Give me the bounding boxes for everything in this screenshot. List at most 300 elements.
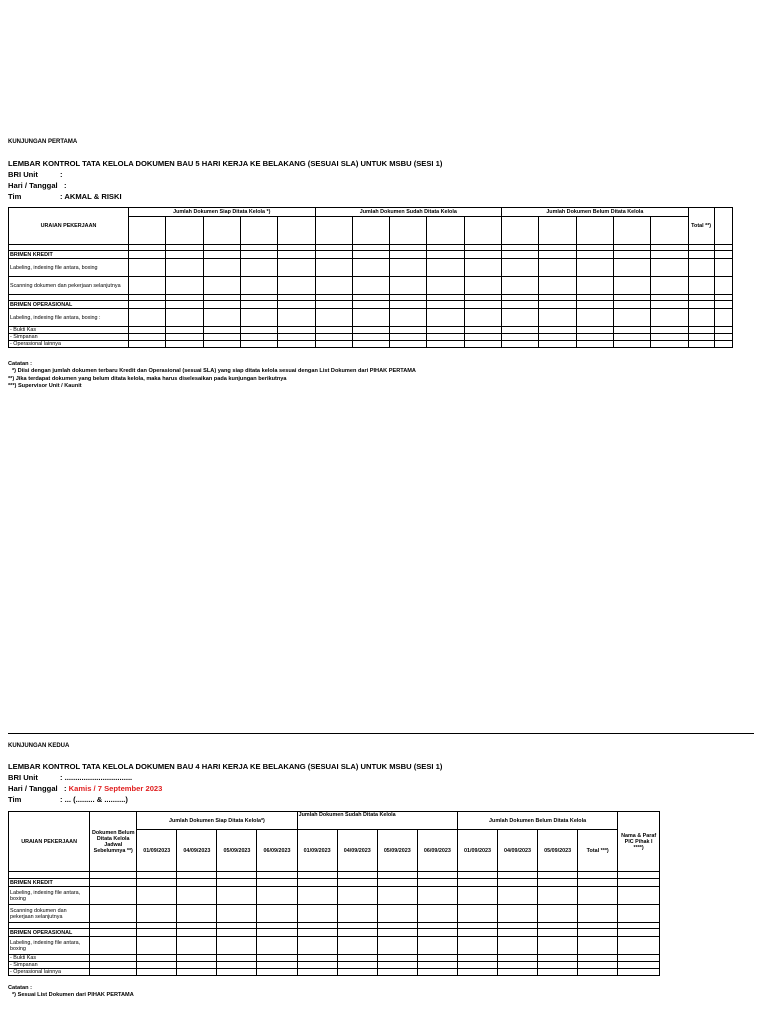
data-cell[interactable] — [390, 309, 427, 327]
data-cell[interactable] — [502, 341, 539, 348]
table-row — [9, 929, 660, 937]
table-row — [9, 879, 660, 887]
data-cell[interactable] — [578, 929, 618, 937]
data-cell[interactable] — [613, 341, 650, 348]
subheader-cell — [613, 217, 650, 245]
data-cell[interactable] — [203, 259, 240, 277]
data-cell[interactable] — [417, 879, 457, 887]
data-cell[interactable] — [315, 309, 352, 327]
data-cell[interactable] — [618, 872, 660, 879]
date-header: 01/09/2023 — [297, 830, 337, 872]
data-cell[interactable] — [217, 969, 257, 976]
data-cell[interactable] — [166, 259, 203, 277]
data-cell[interactable] — [427, 327, 464, 334]
data-cell[interactable] — [297, 872, 337, 879]
data-cell[interactable] — [578, 962, 618, 969]
data-cell[interactable] — [427, 277, 464, 295]
data-cell[interactable] — [578, 872, 618, 879]
data-cell[interactable] — [90, 969, 137, 976]
data-cell[interactable] — [464, 301, 501, 309]
data-cell[interactable] — [166, 301, 203, 309]
data-cell[interactable] — [377, 962, 417, 969]
data-cell[interactable] — [538, 887, 578, 905]
data-cell[interactable] — [278, 259, 315, 277]
data-cell[interactable] — [377, 929, 417, 937]
data-cell[interactable] — [177, 887, 217, 905]
data-cell[interactable] — [217, 887, 257, 905]
data-cell[interactable] — [618, 905, 660, 923]
data-cell[interactable] — [297, 937, 337, 955]
field-value[interactable]: ... (......... & ..........) — [64, 795, 128, 804]
data-cell[interactable] — [457, 879, 497, 887]
data-cell[interactable] — [613, 327, 650, 334]
data-cell[interactable] — [417, 955, 457, 962]
data-cell[interactable] — [337, 879, 377, 887]
data-cell[interactable] — [538, 879, 578, 887]
date-header: 06/09/2023 — [257, 830, 297, 872]
section-divider — [8, 733, 754, 734]
data-cell[interactable] — [203, 334, 240, 341]
data-cell[interactable] — [377, 879, 417, 887]
data-cell[interactable] — [417, 872, 457, 879]
data-cell[interactable] — [257, 879, 297, 887]
data-cell[interactable] — [257, 955, 297, 962]
data-cell[interactable] — [129, 251, 166, 259]
data-cell[interactable] — [502, 259, 539, 277]
data-cell[interactable] — [177, 905, 217, 923]
data-cell[interactable] — [217, 879, 257, 887]
data-cell[interactable] — [217, 962, 257, 969]
data-cell[interactable] — [315, 327, 352, 334]
subheader-cell — [539, 217, 576, 245]
data-cell[interactable] — [90, 937, 137, 955]
row-label — [9, 872, 90, 879]
data-cell[interactable] — [427, 259, 464, 277]
data-cell[interactable] — [390, 327, 427, 334]
data-cell[interactable] — [502, 277, 539, 295]
data-cell[interactable] — [390, 301, 427, 309]
data-cell[interactable] — [390, 334, 427, 341]
data-cell[interactable] — [177, 937, 217, 955]
data-cell[interactable] — [240, 301, 277, 309]
data-cell[interactable] — [257, 962, 297, 969]
data-cell[interactable] — [538, 872, 578, 879]
data-cell[interactable] — [137, 955, 177, 962]
data-cell[interactable] — [651, 334, 688, 341]
data-cell[interactable] — [618, 937, 660, 955]
data-cell[interactable] — [539, 334, 576, 341]
data-cell[interactable] — [240, 334, 277, 341]
data-cell[interactable] — [714, 251, 732, 259]
data-cell[interactable] — [502, 301, 539, 309]
data-cell[interactable] — [651, 327, 688, 334]
data-cell[interactable] — [417, 937, 457, 955]
data-cell[interactable] — [498, 937, 538, 955]
subheader-cell — [651, 217, 688, 245]
row-label: BRIMEN OPERASIONAL — [9, 929, 90, 937]
data-cell[interactable] — [137, 937, 177, 955]
data-cell[interactable] — [578, 887, 618, 905]
data-cell[interactable] — [352, 251, 389, 259]
data-cell[interactable] — [498, 969, 538, 976]
data-cell[interactable] — [578, 955, 618, 962]
data-cell[interactable] — [297, 905, 337, 923]
table-row — [9, 937, 660, 955]
data-cell[interactable] — [576, 327, 613, 334]
data-cell[interactable] — [217, 872, 257, 879]
data-cell[interactable] — [464, 251, 501, 259]
data-cell[interactable] — [137, 962, 177, 969]
data-cell[interactable] — [538, 929, 578, 937]
data-cell[interactable] — [203, 341, 240, 348]
data-cell[interactable] — [714, 341, 732, 348]
data-cell[interactable] — [464, 309, 501, 327]
data-cell[interactable] — [613, 301, 650, 309]
data-cell[interactable] — [257, 937, 297, 955]
field-value[interactable]: AKMAL & RISKI — [64, 192, 122, 201]
data-cell[interactable] — [576, 251, 613, 259]
field-team: Tim : AKMAL & RISKI — [8, 192, 122, 201]
data-cell[interactable] — [464, 327, 501, 334]
data-cell[interactable] — [377, 872, 417, 879]
data-cell[interactable] — [539, 341, 576, 348]
data-cell[interactable] — [90, 962, 137, 969]
data-cell[interactable] — [337, 962, 377, 969]
data-cell[interactable] — [137, 905, 177, 923]
col-paraf-header: Nama & Paraf PIC Pihak I ****) — [618, 812, 660, 872]
data-cell[interactable] — [464, 277, 501, 295]
data-cell[interactable] — [203, 277, 240, 295]
data-cell[interactable] — [257, 872, 297, 879]
data-cell[interactable] — [714, 259, 732, 277]
subheader-cell — [427, 217, 464, 245]
data-cell[interactable] — [257, 905, 297, 923]
form-title: LEMBAR KONTROL TATA KELOLA DOKUMEN BAU 5 HARI KERJA KE BELAKANG (SESUAI SLA) UNTUK MSBU (SESI 1) — [8, 159, 443, 168]
field-value[interactable]: Kamis / 7 September 2023 — [68, 784, 163, 793]
data-cell[interactable] — [688, 251, 714, 259]
data-cell[interactable] — [498, 872, 538, 879]
data-cell[interactable] — [539, 259, 576, 277]
data-cell[interactable] — [498, 879, 538, 887]
data-cell[interactable] — [90, 887, 137, 905]
data-cell[interactable] — [337, 955, 377, 962]
data-cell[interactable] — [618, 887, 660, 905]
data-cell[interactable] — [427, 334, 464, 341]
data-cell[interactable] — [137, 872, 177, 879]
data-cell[interactable] — [217, 905, 257, 923]
data-cell[interactable] — [257, 929, 297, 937]
data-cell[interactable] — [257, 969, 297, 976]
data-cell[interactable] — [688, 334, 714, 341]
data-cell[interactable] — [464, 259, 501, 277]
table-row — [9, 251, 733, 259]
data-cell[interactable] — [390, 277, 427, 295]
data-cell[interactable] — [618, 955, 660, 962]
data-cell[interactable] — [502, 327, 539, 334]
data-cell[interactable] — [538, 962, 578, 969]
data-cell[interactable] — [498, 962, 538, 969]
data-cell[interactable] — [539, 301, 576, 309]
data-cell[interactable] — [651, 251, 688, 259]
data-cell[interactable] — [651, 301, 688, 309]
data-cell[interactable] — [538, 937, 578, 955]
data-cell[interactable] — [278, 309, 315, 327]
date-header: 04/09/2023 — [498, 830, 538, 872]
total-header: Total ***) — [578, 830, 618, 872]
row-label: Scanning dokumen dan pekerjaan selanjutnya — [9, 905, 90, 923]
data-cell[interactable] — [618, 969, 660, 976]
row-label: - Simpanan — [9, 334, 129, 341]
data-cell[interactable] — [240, 327, 277, 334]
data-cell[interactable] — [457, 937, 497, 955]
data-cell[interactable] — [464, 341, 501, 348]
data-cell[interactable] — [166, 309, 203, 327]
data-cell[interactable] — [166, 277, 203, 295]
data-cell[interactable] — [377, 887, 417, 905]
data-cell[interactable] — [297, 969, 337, 976]
data-cell[interactable] — [177, 955, 217, 962]
data-cell[interactable] — [417, 905, 457, 923]
data-cell[interactable] — [203, 301, 240, 309]
data-cell[interactable] — [315, 259, 352, 277]
data-cell[interactable] — [137, 887, 177, 905]
data-cell[interactable] — [278, 334, 315, 341]
data-cell[interactable] — [498, 929, 538, 937]
data-cell[interactable] — [337, 905, 377, 923]
data-cell[interactable] — [278, 251, 315, 259]
data-cell[interactable] — [137, 969, 177, 976]
data-cell[interactable] — [297, 887, 337, 905]
data-cell[interactable] — [578, 879, 618, 887]
data-cell[interactable] — [427, 341, 464, 348]
field-value[interactable]: ................................ — [64, 773, 133, 782]
data-cell[interactable] — [377, 905, 417, 923]
data-cell[interactable] — [618, 929, 660, 937]
data-cell[interactable] — [315, 277, 352, 295]
data-cell[interactable] — [576, 277, 613, 295]
data-cell[interactable] — [315, 334, 352, 341]
data-cell[interactable] — [613, 259, 650, 277]
data-cell[interactable] — [688, 341, 714, 348]
data-cell[interactable] — [502, 334, 539, 341]
data-cell[interactable] — [315, 251, 352, 259]
data-cell[interactable] — [217, 929, 257, 937]
data-cell[interactable] — [129, 277, 166, 295]
data-cell[interactable] — [464, 334, 501, 341]
data-cell[interactable] — [257, 887, 297, 905]
data-cell[interactable] — [576, 334, 613, 341]
data-cell[interactable] — [352, 327, 389, 334]
data-cell[interactable] — [539, 251, 576, 259]
data-cell[interactable] — [217, 937, 257, 955]
col-uraian-header: URAIAN PEKERJAAN — [9, 208, 129, 245]
notes — [8, 361, 760, 391]
data-cell[interactable] — [457, 887, 497, 905]
data-cell[interactable] — [137, 929, 177, 937]
data-cell[interactable] — [651, 341, 688, 348]
data-cell[interactable] — [129, 301, 166, 309]
data-cell[interactable] — [539, 277, 576, 295]
data-cell[interactable] — [240, 251, 277, 259]
data-cell[interactable] — [502, 309, 539, 327]
data-cell[interactable] — [651, 277, 688, 295]
data-cell[interactable] — [177, 872, 217, 879]
data-cell[interactable] — [352, 259, 389, 277]
data-cell[interactable] — [203, 309, 240, 327]
data-cell[interactable] — [129, 327, 166, 334]
data-cell[interactable] — [90, 872, 137, 879]
data-cell[interactable] — [539, 309, 576, 327]
data-cell[interactable] — [539, 327, 576, 334]
data-cell[interactable] — [688, 277, 714, 295]
data-cell[interactable] — [217, 955, 257, 962]
data-cell[interactable] — [278, 341, 315, 348]
data-cell[interactable] — [297, 929, 337, 937]
data-cell[interactable] — [618, 962, 660, 969]
data-cell[interactable] — [457, 962, 497, 969]
date-header: 05/09/2023 — [538, 830, 578, 872]
data-cell[interactable] — [613, 334, 650, 341]
data-cell[interactable] — [203, 251, 240, 259]
data-cell[interactable] — [618, 879, 660, 887]
data-cell[interactable] — [177, 962, 217, 969]
data-cell[interactable] — [651, 259, 688, 277]
table-row — [9, 301, 733, 309]
data-cell[interactable] — [352, 309, 389, 327]
data-cell[interactable] — [337, 969, 377, 976]
data-cell[interactable] — [538, 905, 578, 923]
data-cell[interactable] — [576, 341, 613, 348]
data-cell[interactable] — [278, 327, 315, 334]
data-cell[interactable] — [337, 937, 377, 955]
data-cell[interactable] — [578, 905, 618, 923]
data-cell[interactable] — [613, 277, 650, 295]
note-item: **) Jika terdapat dokumen yang belum ditata kelola, maka harus diselesaikan pada kunjungan berikutnya — [8, 375, 287, 382]
data-cell[interactable] — [129, 259, 166, 277]
data-cell[interactable] — [377, 969, 417, 976]
data-cell[interactable] — [377, 955, 417, 962]
data-cell[interactable] — [129, 309, 166, 327]
data-cell[interactable] — [240, 341, 277, 348]
data-cell[interactable] — [129, 341, 166, 348]
row-label: - Operasional lainnya — [9, 969, 90, 976]
data-cell[interactable] — [377, 937, 417, 955]
data-cell[interactable] — [457, 969, 497, 976]
data-cell[interactable] — [90, 905, 137, 923]
data-cell[interactable] — [714, 301, 732, 309]
data-cell[interactable] — [315, 301, 352, 309]
data-cell[interactable] — [177, 879, 217, 887]
data-cell[interactable] — [240, 309, 277, 327]
table-row — [9, 955, 660, 962]
data-cell[interactable] — [337, 929, 377, 937]
data-cell[interactable] — [651, 309, 688, 327]
notes — [8, 985, 760, 1000]
data-cell[interactable] — [315, 341, 352, 348]
data-cell[interactable] — [352, 334, 389, 341]
data-cell[interactable] — [297, 879, 337, 887]
data-cell[interactable] — [576, 309, 613, 327]
data-cell[interactable] — [576, 301, 613, 309]
notes-title: Catatan : — [8, 361, 32, 367]
data-cell[interactable] — [177, 969, 217, 976]
field-bri-unit: BRI Unit : ................................ — [8, 773, 133, 782]
data-cell[interactable] — [578, 969, 618, 976]
data-cell[interactable] — [457, 905, 497, 923]
data-cell[interactable] — [352, 301, 389, 309]
data-cell[interactable] — [166, 341, 203, 348]
data-cell[interactable] — [714, 309, 732, 327]
data-cell[interactable] — [498, 905, 538, 923]
data-cell[interactable] — [688, 301, 714, 309]
data-cell[interactable] — [688, 309, 714, 327]
data-cell[interactable] — [688, 327, 714, 334]
data-cell[interactable] — [166, 334, 203, 341]
data-cell[interactable] — [352, 277, 389, 295]
data-cell[interactable] — [576, 259, 613, 277]
data-cell[interactable] — [427, 301, 464, 309]
data-cell[interactable] — [278, 301, 315, 309]
data-cell[interactable] — [498, 887, 538, 905]
data-cell[interactable] — [240, 259, 277, 277]
data-cell[interactable] — [297, 962, 337, 969]
data-cell[interactable] — [538, 955, 578, 962]
data-cell[interactable] — [417, 962, 457, 969]
data-cell[interactable] — [90, 879, 137, 887]
data-cell[interactable] — [613, 251, 650, 259]
data-cell[interactable] — [417, 969, 457, 976]
data-cell[interactable] — [177, 929, 217, 937]
data-cell[interactable] — [502, 251, 539, 259]
data-cell[interactable] — [457, 955, 497, 962]
data-cell[interactable] — [417, 929, 457, 937]
data-cell[interactable] — [390, 259, 427, 277]
data-cell[interactable] — [427, 251, 464, 259]
data-cell[interactable] — [90, 955, 137, 962]
data-cell[interactable] — [714, 334, 732, 341]
data-cell[interactable] — [613, 309, 650, 327]
data-cell[interactable] — [352, 341, 389, 348]
data-cell[interactable] — [714, 327, 732, 334]
data-cell[interactable] — [417, 887, 457, 905]
data-cell[interactable] — [714, 277, 732, 295]
data-cell[interactable] — [203, 327, 240, 334]
data-cell[interactable] — [457, 872, 497, 879]
data-cell[interactable] — [390, 251, 427, 259]
data-cell[interactable] — [578, 937, 618, 955]
note-item: ***) Supervisor Unit / Kaunit — [8, 383, 82, 390]
data-cell[interactable] — [457, 929, 497, 937]
data-cell[interactable] — [137, 879, 177, 887]
data-cell[interactable] — [538, 969, 578, 976]
data-cell[interactable] — [337, 887, 377, 905]
data-cell[interactable] — [498, 955, 538, 962]
subheader-cell — [390, 217, 427, 245]
data-cell[interactable] — [427, 309, 464, 327]
data-cell[interactable] — [278, 277, 315, 295]
data-cell[interactable] — [166, 251, 203, 259]
data-cell[interactable] — [688, 259, 714, 277]
data-cell[interactable] — [129, 334, 166, 341]
data-cell[interactable] — [390, 341, 427, 348]
data-cell[interactable] — [240, 277, 277, 295]
table-row — [9, 309, 733, 327]
data-cell[interactable] — [166, 327, 203, 334]
data-cell[interactable] — [90, 929, 137, 937]
data-cell[interactable] — [337, 872, 377, 879]
table-row — [9, 872, 660, 879]
data-cell[interactable] — [297, 955, 337, 962]
